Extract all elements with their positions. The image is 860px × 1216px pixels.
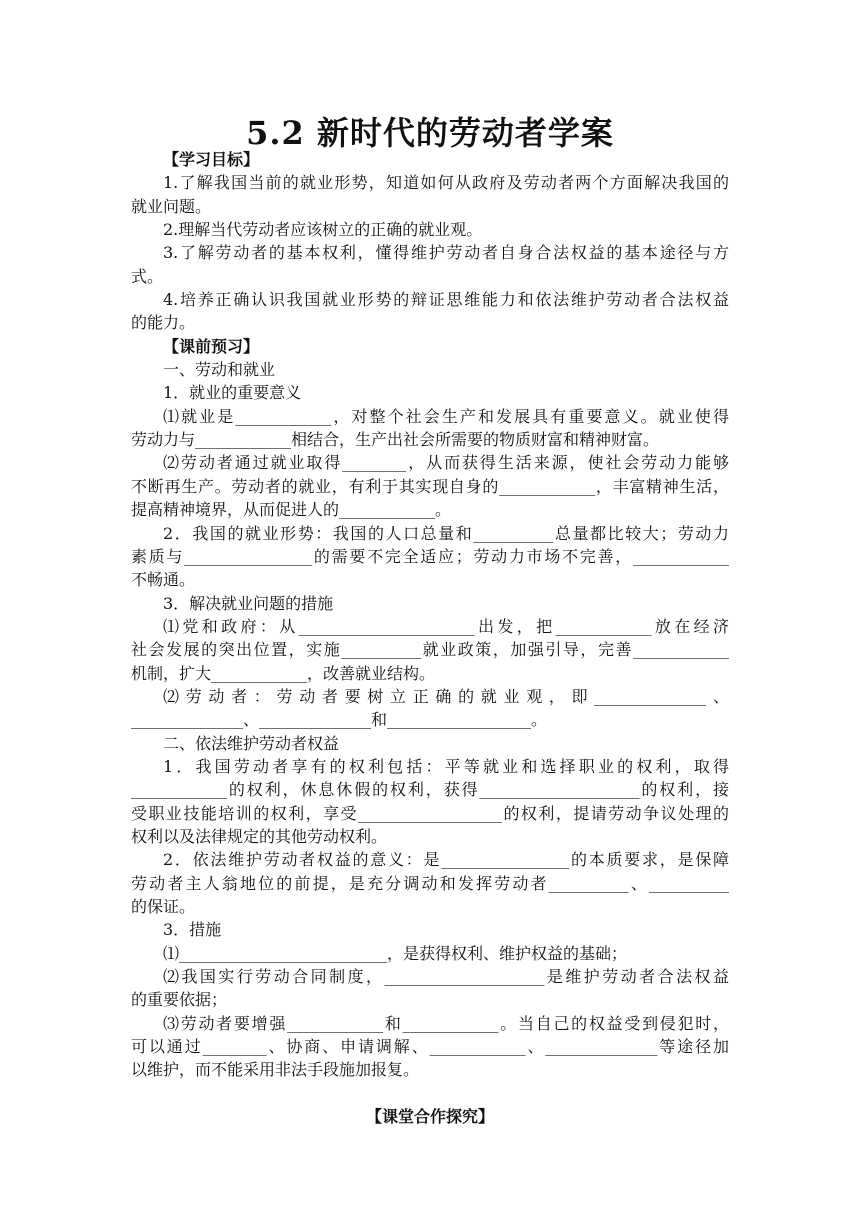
text-line: 2.理解当代劳动者应该树立的正确的就业观。 (163, 220, 483, 240)
document-body (131, 148, 729, 1128)
page-title: 5.2 新时代的劳动者学案 (246, 114, 614, 152)
text-line: 的保证。 (131, 897, 196, 916)
text-line: 以维护，而不能采用非法手段施加报复。 (131, 1060, 420, 1080)
text-line: ⑵劳动者：劳动者要树立正确的就业观，即______________、 (163, 686, 729, 706)
text-line: 不畅通。 (131, 570, 196, 590)
text-line: ⑶劳动者要增强____________和____________。当自己的权益受到侵犯时， (163, 1013, 729, 1033)
section-heading: 【学习目标】 (163, 150, 260, 169)
text-line: 就业问题。 (131, 196, 212, 216)
text-line: 可以通过________、协商、申请调解、____________、______________等途径加 (131, 1037, 729, 1057)
text-line: 一、劳动和就业 (163, 360, 276, 380)
text-line: 的重要依据； (131, 990, 228, 1010)
text-line: 社会发展的突出位置，实施__________就业政策，加强引导，完善____________ (131, 640, 729, 660)
text-line: 二、依法维护劳动者权益 (163, 733, 340, 753)
text-line: ⑵劳动者通过就业取得________，从而获得生活来源，使社会劳动力能够 (163, 453, 729, 473)
text-line: 3.了解劳动者的基本权利，懂得维护劳动者自身合法权益的基本途径与方 (163, 243, 729, 263)
text-line: 机制，扩大____________，改善就业结构。 (131, 663, 436, 683)
text-line: ⑴__________________________，是获得权利、维护权益的基础； (163, 943, 628, 963)
text-line: 权利以及法律规定的其他劳动权利。 (131, 826, 388, 846)
text-line: 式。 (131, 266, 164, 286)
text-line: ⑴党和政府：从______________________出发，把____________放在经济 (163, 616, 729, 636)
text-line (131, 1082, 729, 1105)
section-heading: 【课前预习】 (163, 336, 260, 356)
text-line: 1．我国劳动者享有的权利包括：平等就业和选择职业的权利，取得 (163, 756, 729, 776)
text-line: 的能力。 (131, 313, 196, 333)
text-line: 2．我国的就业形势：我国的人口总量和__________总量都比较大；劳动力 (163, 523, 729, 543)
text-line: 3．措施 (163, 920, 222, 940)
section-heading: 【课堂合作探究】 (365, 1107, 494, 1127)
text-line: 2．依法维护劳动者权益的意义：是________________的本质要求，是保障 (163, 850, 729, 870)
text-line: ⑵我国实行劳动合同制度，____________________是维护劳动者合法权益 (163, 967, 729, 987)
text-line: 素质与________________的需要不完全适应；劳动力市场不完善，____________ (131, 546, 729, 566)
text-line: 4.培养正确认识我国就业形势的辩证思维能力和依法维护劳动者合法权益 (163, 290, 729, 310)
text-line: 1.了解我国当前的就业形势，知道如何从政府及劳动者两个方面解决我国的 (163, 173, 729, 193)
text-line: 不断再生产。劳动者的就业，有利于其实现自身的____________，丰富精神生活， (131, 476, 729, 496)
text-line: 提高精神境界，从而促进人的____________。 (131, 500, 452, 520)
text-line: ______________、______________和__________________。 (131, 710, 548, 730)
text-line: 劳动力与____________相结合，生产出社会所需要的物质财富和精神财富。 (131, 430, 660, 450)
text-line: 劳动者主人翁地位的前提，是充分调动和发挥劳动者__________、__________ (131, 873, 729, 893)
text-line: 3．解决就业问题的措施 (163, 593, 334, 613)
text-line: ⑴就业是____________，对整个社会生产和发展具有重要意义。就业使得 (163, 406, 729, 426)
text-line: ____________的权利，休息休假的权利，获得____________________的权利，接 (131, 780, 729, 800)
text-line: 1．就业的重要意义 (163, 383, 302, 403)
text-line: 受职业技能培训的权利，享受__________________的权利，提请劳动争议处理的 (131, 803, 729, 823)
